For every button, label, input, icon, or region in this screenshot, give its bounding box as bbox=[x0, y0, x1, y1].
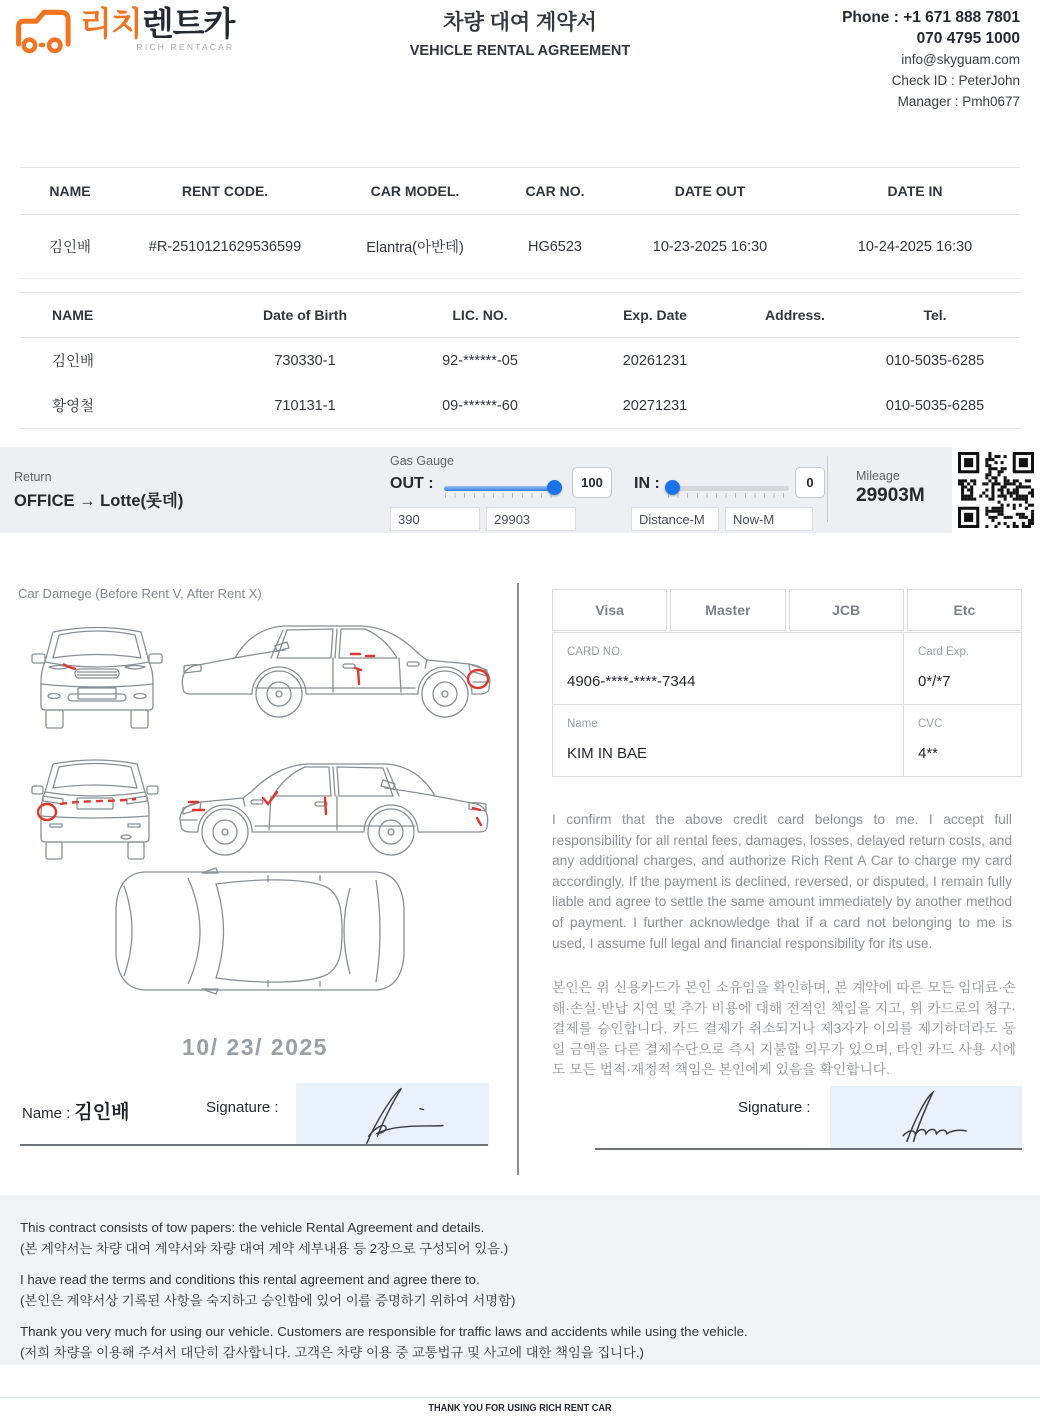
mileage-label: Mileage bbox=[856, 469, 900, 483]
col-rent-code: RENT CODE. bbox=[120, 168, 330, 215]
card-confirmation-korean: 본인은 위 신용카드가 본인 소유임을 확인하며, 본 계약에 따른 모든 임대료·손해·손실·반납 지연 및 추가 비용에 대해 전적인 책임을 지고, 위 카드로의 청구·결제를 승인합니다. 카드 결제가 취소되거나 제3자가 이의를 제기하더라도 동일 금액을 다른 결제수단으로 즉시 지불할 의무가 있으며, 타인 카드 사용 시에도 모든 법적·재정적 책임은 본인에게 있음을 확인합니다. bbox=[552, 980, 1016, 1078]
card-cvc-label: CVC bbox=[918, 718, 943, 730]
col-tel: Tel. bbox=[850, 293, 1020, 338]
card-holder-value: KIM IN BAE bbox=[567, 745, 648, 762]
status-bar bbox=[0, 447, 952, 533]
renter-name-row bbox=[22, 1097, 129, 1124]
driver2-address bbox=[740, 383, 850, 429]
date-out: 10-23-2025 16:30 bbox=[610, 215, 810, 279]
note-1-en: This contract consists of tow papers: the vehicle Rental Agreement and details. bbox=[20, 1220, 485, 1235]
note-2-ko: (본인은 계약서상 기록된 사항을 숙지하고 승인함에 있어 이를 증명하기 위하여 서명함) bbox=[20, 1293, 516, 1308]
card-brand-jcb[interactable]: JCB bbox=[789, 589, 904, 631]
renter-signature-label: Signature : bbox=[206, 1099, 279, 1116]
driver2-name: 황영철 bbox=[20, 383, 220, 429]
card-exp-label: Card Exp. bbox=[918, 646, 970, 658]
col-car-no: CAR NO. bbox=[500, 168, 610, 215]
driver1-exp: 20261231 bbox=[622, 352, 688, 369]
note-2 bbox=[20, 1269, 1020, 1311]
gas-out-label: OUT : bbox=[390, 475, 434, 492]
driver-row-1 bbox=[20, 338, 1020, 384]
title-korean: 차량 대여 계약서 bbox=[443, 11, 597, 34]
card-cvc-cell[interactable] bbox=[903, 705, 1021, 776]
driver-row-2 bbox=[20, 383, 1020, 429]
card-brand-visa[interactable]: Visa bbox=[552, 589, 667, 631]
title-english: VEHICLE RENTAL AGREEMENT bbox=[409, 43, 631, 59]
col-car-model: CAR MODEL. bbox=[330, 168, 500, 215]
damage-marks-side-right bbox=[351, 654, 488, 688]
driver1-address bbox=[740, 338, 850, 384]
col-driver-name: NAME bbox=[20, 293, 220, 338]
renter-signature-pad[interactable] bbox=[296, 1083, 489, 1145]
odometer-input[interactable] bbox=[486, 507, 576, 531]
renter-name-label: Name : bbox=[22, 1105, 71, 1122]
driver2-lic: 09-******-60 bbox=[390, 383, 570, 429]
car-damage-diagram[interactable] bbox=[12, 604, 508, 1022]
date-in: 10-24-2025 16:30 bbox=[810, 215, 1020, 279]
col-dob: Date of Birth bbox=[220, 293, 390, 338]
gas-gauge-label: Gas Gauge bbox=[390, 454, 454, 468]
card-exp-cell[interactable] bbox=[903, 633, 1021, 704]
gas-in-slider-track bbox=[667, 486, 789, 491]
renter-name-value: 김인배 bbox=[74, 1102, 130, 1123]
note-2-en: I have read the terms and conditions this rental agreement and agree there to. bbox=[20, 1272, 480, 1287]
note-3-ko: (저희 차량을 이용해 주셔서 대단히 감사합니다. 고객은 차량 이용 중 교통법규 및 사고에 대한 책임을 집니다.) bbox=[20, 1345, 644, 1360]
card-brand-etc[interactable]: Etc bbox=[907, 589, 1022, 631]
gas-out-value: 100 bbox=[572, 467, 612, 498]
driver2-exp: 20271231 bbox=[570, 383, 740, 429]
card-brand-row bbox=[552, 589, 1022, 631]
card-brand-master[interactable]: Master bbox=[670, 589, 785, 631]
driver-table-header-row bbox=[20, 293, 1020, 338]
fuel-out-input[interactable] bbox=[390, 507, 480, 531]
brand-logo bbox=[12, 6, 234, 63]
manager-id: Manager : Pmh0677 bbox=[897, 94, 1020, 109]
renter-signature-underline bbox=[20, 1144, 488, 1146]
card-confirmation-english: I confirm that the above credit card belongs to me. I accept full responsibility for all rental fees, damages, losses, delayed return costs, and any additional charges, and authorize Rich Rent A Car to charge my card accordingly. If the payment is declined, reversed, or disputed, I remain fully liable and agree to settle the same amount immediately by another method of payment. I further acknowledge that if a card not belonging to me is used, I assume full legal and financial responsibility for its use. bbox=[552, 812, 1012, 951]
gas-in-label: IN : bbox=[634, 475, 660, 492]
gas-out-slider-track bbox=[444, 486, 560, 491]
distance-input[interactable] bbox=[631, 507, 719, 531]
note-1-ko: (본 계약서는 차량 대여 계약서와 차량 대여 계약 세부내용 등 2장으로 구성되어 있음.) bbox=[20, 1241, 509, 1256]
rent-code: #R-2510121629536599 bbox=[120, 215, 330, 279]
return-label: Return bbox=[14, 470, 52, 484]
rental-info-table bbox=[20, 167, 1020, 279]
car-side-view-left bbox=[180, 764, 488, 855]
driver1-name: 김인배 bbox=[52, 354, 95, 370]
driver1-dob: 730330-1 bbox=[274, 352, 336, 369]
rental-table-header-row bbox=[20, 168, 1020, 215]
check-id: Check ID : PeterJohn bbox=[891, 73, 1020, 88]
card-holder-cell[interactable] bbox=[553, 705, 903, 776]
renter-name: 김인배 bbox=[20, 215, 120, 279]
now-mileage-input[interactable] bbox=[725, 507, 813, 531]
qr-code bbox=[952, 447, 1040, 533]
renter-signature-stroke bbox=[296, 1083, 489, 1145]
logo-subtitle: RICH RENTACAR bbox=[136, 42, 235, 52]
phone-primary: Phone : +1 671 888 7801 bbox=[842, 9, 1020, 26]
car-top-view bbox=[116, 868, 404, 994]
gas-in-slider-ticks bbox=[668, 493, 789, 498]
note-3 bbox=[20, 1321, 1020, 1363]
col-name: NAME bbox=[20, 168, 120, 215]
gas-out-slider[interactable] bbox=[444, 480, 560, 500]
col-address: Address. bbox=[740, 293, 850, 338]
phone-secondary: 070 4795 1000 bbox=[916, 30, 1020, 47]
driver2-dob: 710131-1 bbox=[220, 383, 390, 429]
card-holder-label: Name bbox=[567, 718, 598, 730]
gas-in-slider-thumb[interactable] bbox=[665, 480, 680, 495]
card-details-table bbox=[552, 632, 1022, 777]
driver1-tel: 010-5035-6285 bbox=[885, 352, 985, 369]
gas-in-slider[interactable] bbox=[667, 480, 789, 500]
card-signature-underline bbox=[595, 1148, 1022, 1150]
car-front-view bbox=[32, 628, 162, 729]
col-date-out: DATE OUT bbox=[610, 168, 810, 215]
card-number-value: 4906-****-****-7344 bbox=[567, 673, 696, 690]
driver-info-table bbox=[20, 292, 1020, 429]
rental-table-row bbox=[20, 215, 1020, 279]
col-lic-no: LIC. NO. bbox=[390, 293, 570, 338]
gas-out-slider-thumb[interactable] bbox=[547, 480, 562, 495]
col-date-in: DATE IN bbox=[810, 168, 1020, 215]
qr-code-icon bbox=[958, 452, 1034, 528]
footer-divider bbox=[0, 1397, 1040, 1398]
footer-thanks: THANK YOU FOR USING RICH RENT CAR bbox=[428, 1403, 612, 1414]
logo-text-ko-dark: 렌트카 bbox=[141, 5, 235, 42]
card-number-label: CARD NO. bbox=[567, 646, 624, 658]
return-route: OFFICE → Lotte(롯데) bbox=[14, 492, 184, 510]
document-title bbox=[300, 6, 740, 59]
card-number-cell[interactable] bbox=[553, 633, 903, 704]
card-signature-pad[interactable] bbox=[830, 1086, 1022, 1148]
agreement-date: 10/ 23/ 2025 bbox=[182, 1034, 328, 1060]
email: info@skyguam.com bbox=[901, 52, 1020, 67]
card-exp-value: 0*/*7 bbox=[918, 673, 951, 690]
driver1-lic: 92-******-05 bbox=[442, 352, 518, 369]
gas-out-slider-ticks bbox=[445, 493, 560, 498]
col-exp-date: Exp. Date bbox=[570, 293, 740, 338]
note-1 bbox=[20, 1217, 1020, 1259]
mileage-value: 29903M bbox=[856, 485, 925, 506]
note-3-en: Thank you very much for using our vehicle. Customers are responsible for traffic laws and accidents while using the vehicle. bbox=[20, 1324, 748, 1339]
driver2-tel: 010-5035-6285 bbox=[850, 383, 1020, 429]
car-rear-view bbox=[32, 760, 158, 859]
car-damage-label: Car Damege (Before Rent V, After Rent X) bbox=[18, 586, 262, 601]
card-cvc-value: 4** bbox=[918, 745, 939, 762]
status-bar-divider bbox=[827, 456, 828, 522]
contract-notes bbox=[0, 1195, 1040, 1365]
card-signature-stroke bbox=[830, 1086, 1022, 1148]
logo-text-ko-orange: 리치 bbox=[80, 5, 142, 42]
contact-info bbox=[842, 7, 1020, 112]
car-model: Elantra(아반테) bbox=[330, 215, 500, 279]
car-no: HG6523 bbox=[500, 215, 610, 279]
gas-in-value: 0 bbox=[795, 467, 825, 498]
car-logo-icon bbox=[12, 6, 76, 63]
card-signature-label: Signature : bbox=[738, 1099, 811, 1116]
column-divider bbox=[517, 583, 519, 1175]
car-side-view-right bbox=[182, 626, 490, 717]
